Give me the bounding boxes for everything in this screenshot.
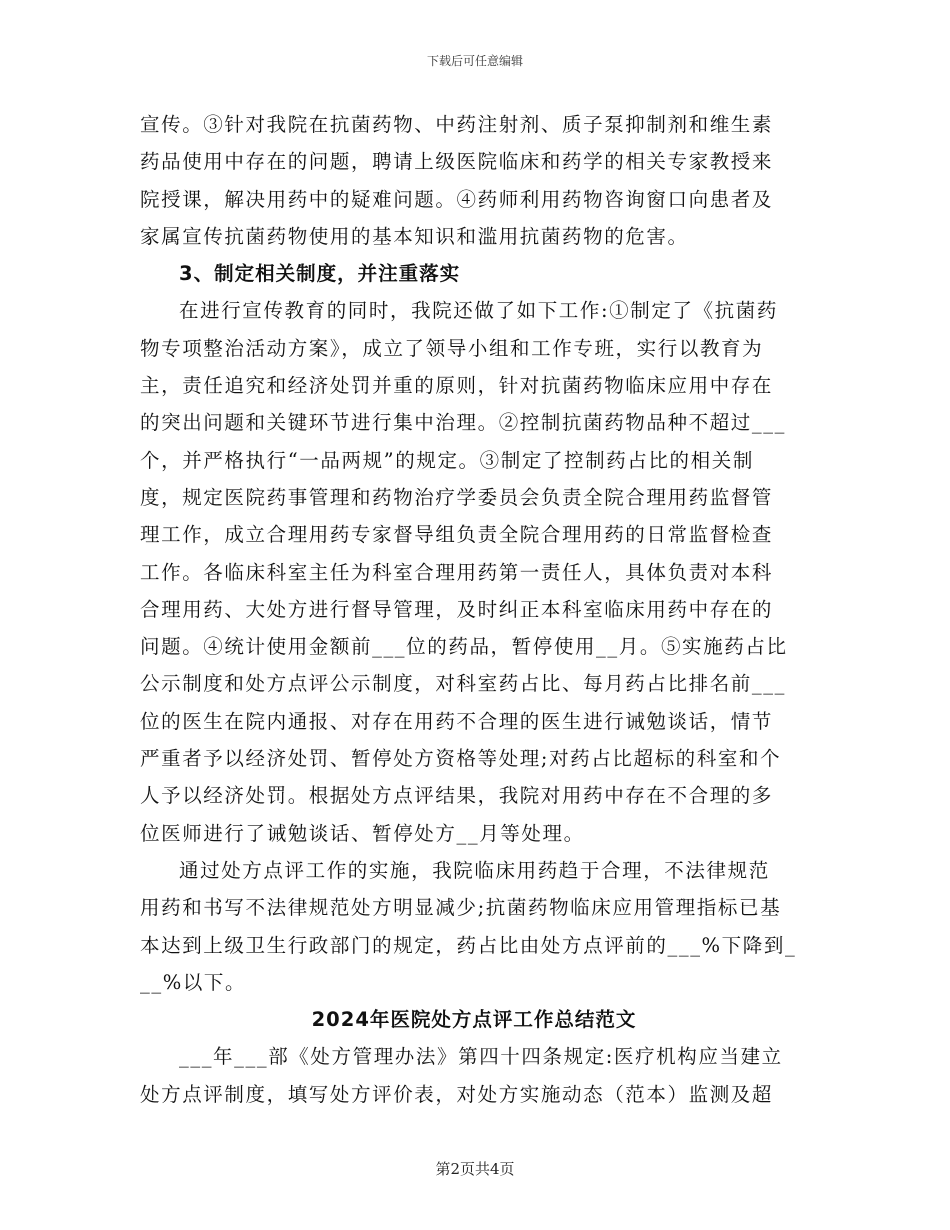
text-line: 本达到上级卫生行政部门的规定，药占比由处方点评前的___%下降到_	[140, 933, 797, 957]
text-line: 人予以经济处罚。根据处方点评结果，我院对用药中存在不合理的多	[140, 784, 774, 808]
paragraph-first-line: 通过处方点评工作的实施，我院临床用药趋于合理，不法律规范	[179, 858, 770, 882]
text-line: 位的医生在院内通报、对存在用药不合理的医生进行诫勉谈话，情节	[140, 709, 774, 733]
text-line: 工作。各临床科室主任为科室合理用药第一责任人，具体负责对本科	[140, 560, 774, 584]
text-line: 宣传。③针对我院在抗菌药物、中药注射剂、质子泵抑制剂和维生素	[140, 113, 774, 136]
page-header: 下载后可任意编辑	[426, 54, 523, 68]
text-line: 家属宣传抗菌药物使用的基本知识和滥用抗菌药物的危害。	[140, 224, 689, 248]
text-line: 用药和书写不法律规范处方明显减少;抗菌药物临床应用管理指标已基	[140, 896, 782, 920]
section-heading: 3、制定相关制度，并注重落实	[179, 262, 461, 286]
text-line: 院授课，解决用药中的疑难问题。④药师利用药物咨询窗口向患者及	[140, 187, 774, 211]
document-body	[140, 106, 808, 1113]
text-line: 理工作，成立合理用药专家督导组负责全院合理用药的日常监督检查	[140, 523, 774, 547]
text-line: 度，规定医院药事管理和药物治疗学委员会负责全院合理用药监督管	[140, 485, 774, 509]
text-line: 药品使用中存在的问题，聘请上级医院临床和药学的相关专家教授来	[140, 150, 774, 174]
text-line: 合理用药、大处方进行督导管理，及时纠正本科室临床用药中存在的	[140, 597, 774, 621]
page-footer: 第2页共4页	[435, 1160, 515, 1178]
paragraph-first-line: 在进行宣传教育的同时，我院还做了如下工作:①制定了《抗菌药	[179, 299, 778, 323]
text-line: 问题。④统计使用金额前___位的药品，暂停使用__月。⑤实施药占比	[140, 635, 788, 659]
text-line: 物专项整治活动方案》，成立了领导小组和工作专班，实行以教育为	[140, 336, 764, 360]
article-title: 2024年医院处方点评工作总结范文	[311, 1008, 637, 1032]
text-line: 个，并严格执行“一品两规”的规定。③制定了控制药占比的相关制	[140, 448, 754, 472]
text-line: 严重者予以经济处罚、暂停处方资格等处理;对药占比超标的科室和个	[140, 747, 782, 771]
text-line: 主，责任追究和经济处罚并重的原则，针对抗菌药物临床应用中存在	[140, 374, 774, 398]
text-line: 公示制度和处方点评公示制度，对科室药占比、每月药占比排名前___	[140, 672, 786, 696]
paragraph-first-line: ___年___部《处方管理办法》第四十四条规定:医疗机构应当建立	[179, 1045, 783, 1069]
text-line: __%以下。	[140, 970, 247, 994]
text-line: 处方点评制度，填写处方评价表，对处方实施动态（范本）监测及超	[140, 1082, 774, 1106]
text-line: 位医师进行了诫勉谈话、暂停处方__月等处理。	[140, 821, 585, 845]
text-line: 的突出问题和关键环节进行集中治理。②控制抗菌药物品种不超过___	[140, 411, 786, 435]
